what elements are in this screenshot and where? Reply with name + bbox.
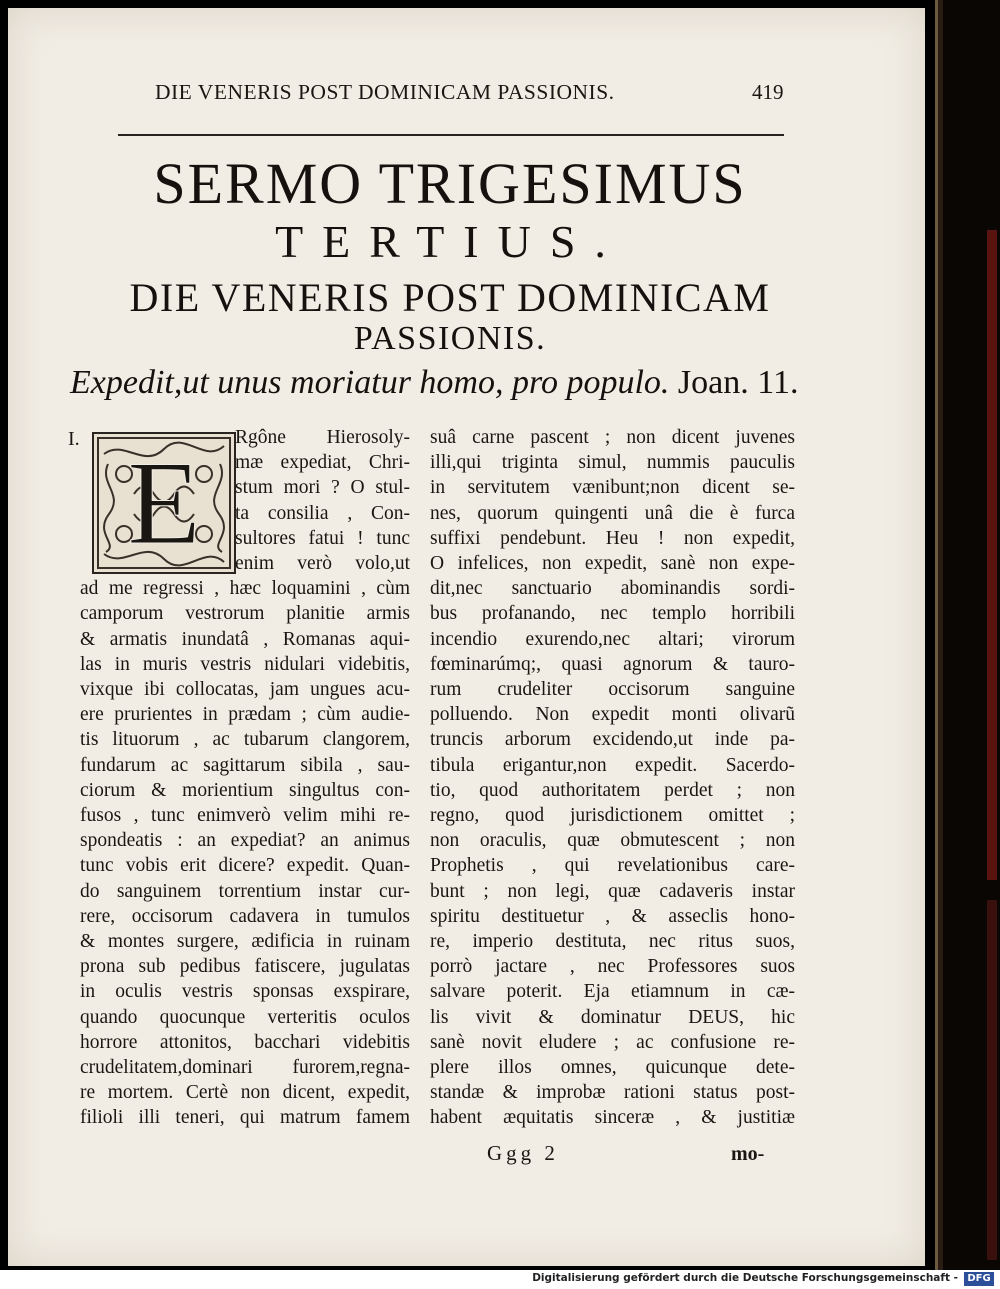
text-line: re mortem. Certè non dicent, expedit, xyxy=(80,1082,410,1104)
dfg-logo: DFG xyxy=(964,1272,994,1286)
text-line: tibula erigantur,non expedit. Sacerdo- xyxy=(430,754,795,776)
text-line: re, imperio destituta, nec ritus suos, xyxy=(430,931,795,952)
text-line: spiritu destituetur , & asseclis hono- xyxy=(430,905,795,927)
text-line: incendio exurendo,nec altari; virorum xyxy=(430,628,795,650)
text-line: las in muris vestris nidulari videbitis, xyxy=(80,653,410,675)
text-line: habent æquitatis sinceræ , & justitiæ xyxy=(430,1107,795,1129)
text-line: fœminarúmq;, quasi agnorum & tauro- xyxy=(430,653,795,675)
epigraph-reference: Joan. 11. xyxy=(677,364,799,401)
text-line: fundarum ac sagittarum sibila , sau- xyxy=(80,754,410,776)
binding-ribbon xyxy=(987,230,997,880)
epigraph-text: Expedit,ut unus moriatur homo, pro populo. xyxy=(70,364,670,401)
epigraph xyxy=(70,364,830,402)
text-line: ciorum & morientium singultus con- xyxy=(80,779,410,801)
text-line: stum mori ? O stul- xyxy=(235,477,410,499)
text-line: plere illos omnes, quicunque dete- xyxy=(430,1057,795,1078)
signature-mark: Ggg 2 xyxy=(487,1141,559,1165)
text-line: tis lituorum , ac tubarum clangorem, xyxy=(80,729,410,751)
text-line: & montes surgere, ædificia in ruinam xyxy=(80,931,410,952)
digitization-note: Digitalisierung gefördert durch die Deutsche Forschungsgemeinschaft - xyxy=(532,1272,958,1284)
catchword: mo- xyxy=(731,1143,765,1165)
header-rule xyxy=(118,134,784,136)
text-line: in oculis vestris sponsas exspirare, xyxy=(80,981,410,1003)
initial-letter: E xyxy=(127,436,201,569)
decorated-initial xyxy=(92,432,236,574)
text-line: prona sub pedibus fatiscere, jugulatas xyxy=(80,956,410,978)
sermon-subtitle-line-2: PASSIONIS. xyxy=(353,320,547,357)
text-line: nes, quorum quingenti unâ die è furca xyxy=(430,502,795,524)
text-line: horrore attonitos, bacchari videbitis xyxy=(80,1031,410,1053)
text-line: illi,qui triginta simul, nummis pauculis xyxy=(430,452,795,474)
page-edge-shadow xyxy=(938,0,943,1270)
text-line: vixque ibi collocatas, jam ungues acu- xyxy=(80,679,410,700)
text-line: filioli illi teneri, qui matrum famem xyxy=(80,1107,410,1129)
text-line: ad me regressi , hæc loquamini , cùm xyxy=(80,578,410,600)
text-line: O infelices, non expedit, sanè non expe- xyxy=(430,553,795,574)
text-line: tunc vobis erit dicere? expedit. Quan- xyxy=(80,855,410,877)
text-line: spondeatis : an expediat? an animus xyxy=(80,830,410,852)
text-line: sultores fatui ! tunc xyxy=(235,527,410,549)
text-line: do sanguinem torrentium instar cur- xyxy=(80,880,410,902)
sermon-subtitle-line-1: DIE VENERIS POST DOMINICAM xyxy=(129,275,771,320)
text-line: polluendo. Non expedit monti olivarũ xyxy=(430,704,795,726)
text-line: rum crudeliter occisorum sanguine xyxy=(430,679,795,700)
text-line: Prophetis , qui revelationibus care- xyxy=(430,855,795,877)
binding-ribbon-lower xyxy=(987,900,997,1260)
text-line: bus profanando, nec templo horribili xyxy=(430,603,795,625)
text-line: sanè novit eludere ; ac confusione re- xyxy=(430,1031,795,1053)
text-line: ere prurientes in prædam ; cùm audie- xyxy=(80,704,410,726)
text-line: ta consilia , Con- xyxy=(235,502,410,524)
text-line: enim verò volo,ut xyxy=(235,553,410,574)
text-line: rere, occisorum cadavera in tumulos xyxy=(80,905,410,927)
page-number: 419 xyxy=(752,80,784,104)
text-line: suâ carne pascent ; non dicent juvenes xyxy=(430,427,795,448)
text-line: fusos , tunc enimverò velim mihi re- xyxy=(80,805,410,826)
text-line: tio, quod authoritatem perdet ; non xyxy=(430,779,795,801)
text-line: & armatis inundatâ , Romanas aqui- xyxy=(80,628,410,650)
sermon-title-line-2: TERTIUS. xyxy=(275,216,625,267)
text-line: quando quocunque verteritis oculos xyxy=(80,1006,410,1028)
text-line: dit,nec sanctuario abominandis sordi- xyxy=(430,578,795,600)
text-line: non oraculis, quæ obmutescent ; non xyxy=(430,830,795,852)
running-head: DIE VENERIS POST DOMINICAM PASSIONIS. xyxy=(155,80,615,104)
text-line: suffixi pendebunt. Heu ! non expedit, xyxy=(430,527,795,549)
text-line: standæ & improbæ rationi status post- xyxy=(430,1082,795,1104)
text-line: regno, quod jurisdictionem omittet ; xyxy=(430,805,795,826)
book-spine xyxy=(935,0,1000,1270)
text-line: camporum vestrorum planitie armis xyxy=(80,603,410,625)
text-line: crudelitatem,dominari furorem,regna- xyxy=(80,1057,410,1078)
text-line: porrò jactare , nec Professores suos xyxy=(430,956,795,978)
text-line: salvare poterit. Eja etiamnum in cæ- xyxy=(430,981,795,1003)
text-line: truncis arborum excidendo,ut inde pa- xyxy=(430,729,795,751)
text-line: bunt ; non legi, quæ cadaveris instar xyxy=(430,880,795,902)
paragraph-number: I. xyxy=(68,428,80,450)
sermon-title-line-1: SERMO TRIGESIMUS xyxy=(153,151,747,216)
text-line: lis vivit & dominatur DEUS, hic xyxy=(430,1006,795,1028)
text-line: Rgône Hierosoly- xyxy=(235,427,410,448)
footer-bar xyxy=(0,1270,1000,1289)
text-line: mæ expediat, Chri- xyxy=(235,452,410,474)
text-line: in servitutem vænibunt;non dicent se- xyxy=(430,477,795,499)
